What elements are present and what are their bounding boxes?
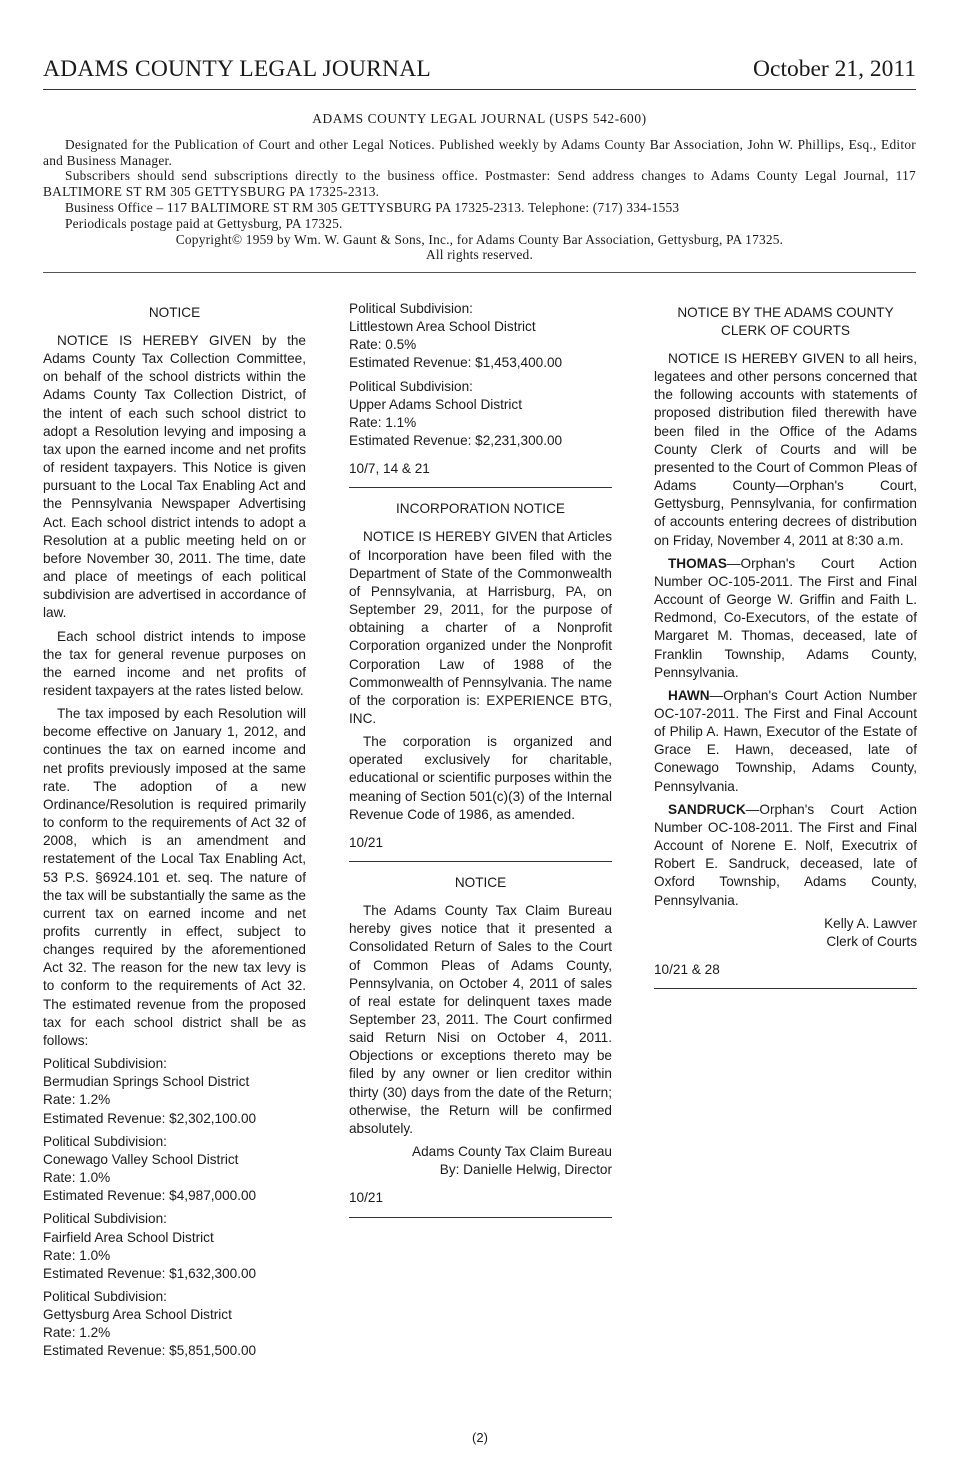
subdivision-rate: Rate: 1.1%	[349, 414, 417, 430]
clerk-notice-dates: 10/21 & 28	[654, 962, 720, 977]
incorporation-paragraph: The corporation is organized and operated exclusively for charitable, educational or scientific purposes within the meaning of Section 501(c)(3) of the Internal Revenue Code of 1986, as amended.	[349, 734, 612, 822]
tax-notice-paragraph: Each school district intends to impose the tax for general revenue purposes on the earned income and net profits of resident taxpayers at the rates listed below.	[43, 628, 306, 698]
estate-entry	[654, 555, 917, 682]
tax-notice-paragraph: The tax imposed by each Resolution will become effective on January 1, 2012, and continues the tax on earned income and net profits previously imposed at the same rate. The adoption of a new Ordinance/Resolution is required primarily to conform to the requirements of Act 32 of 2008, which is an amendment and restatement of the Local Tax Enabling Act, 53 P.S. §6924.101 et. seq. The nature of the tax will be substantially the same as the current tax on earned income and net profits currently in effect, subject to changes required by the aforementioned Act 32. The reason for the new tax levy is to conform to the requirements of Act 32. The estimated revenue from the proposed tax for each school district shall be as follows:	[43, 706, 306, 1048]
masthead	[43, 111, 916, 263]
subdivision-label: Political Subdivision:	[349, 378, 473, 394]
clerk-heading-line1: NOTICE BY THE ADAMS COUNTY	[677, 305, 894, 320]
masthead-rights: All rights reserved.	[425, 247, 533, 263]
tax-claim-signature-bureau: Adams County Tax Claim Bureau	[412, 1144, 612, 1160]
running-header	[43, 52, 916, 88]
tax-notice-heading: NOTICE	[148, 305, 201, 320]
subdivision-entry	[349, 378, 612, 451]
subdivision-revenue: Estimated Revenue: $4,987,000.00	[43, 1188, 257, 1204]
estate-entry	[654, 687, 917, 796]
subdivision-label: Political Subdivision:	[43, 1211, 167, 1227]
page-number: (2)	[472, 1430, 488, 1445]
subdivision-revenue: Estimated Revenue: $5,851,500.00	[43, 1343, 257, 1359]
subdivision-label: Political Subdivision:	[349, 301, 473, 316]
estate-text: —Orphan's Court Action Number OC-107-2011. The First and Final Account of Philip A. Hawn, Executor of the Estate of Grace E. Hawn, deceased, late of Conewago Township, Adams County, Pennsylvania.	[654, 687, 917, 794]
subdivision-label: Political Subdivision:	[43, 1056, 167, 1072]
masthead-subscribers: Subscribers should send subscriptions directly to the business office. Postmaster: Send address changes to Adams County Legal Journal, 117 BALTIMORE ST RM 305 GETTYSBURG PA 17325-2313.	[43, 168, 916, 200]
tax-notice-paragraph: NOTICE IS HEREBY GIVEN by the Adams County Tax Collection Committee, on behalf of the school districts within the Adams County Tax Collection District, of the intent of each such school district to adopt a Resolution levying and imposing a tax upon the earned income and net profits of resident taxpayers. This Notice is given pursuant to the Local Tax Enabling Act and the Pennsylvania Newspaper Advertising Act. Each school district intends to adopt a Resolution at a public meeting held on or before November 30, 2011. The time, date and place of meetings of each political subdivision are advertised in accordance of law.	[43, 333, 306, 621]
incorporation-heading: INCORPORATION NOTICE	[396, 501, 565, 517]
masthead-periodicals: Periodicals postage paid at Gettysburg, PA 17325.	[65, 215, 343, 231]
clerk-signature-name: Kelly A. Lawver	[824, 915, 917, 931]
notice-divider	[654, 988, 917, 989]
masthead-designated: Designated for the Publication of Court and other Legal Notices. Published weekly by Adams County Bar Association, John W. Phillips, Esq., Editor and Business Manager.	[43, 136, 916, 168]
subdivision-revenue: Estimated Revenue: $1,632,300.00	[43, 1265, 257, 1281]
subdivision-name: Upper Adams School District	[349, 396, 523, 412]
masthead-business-office: Business Office – 117 BALTIMORE ST RM 305 GETTYSBURG PA 17325-2313. Telephone: (717) 334-1553	[65, 199, 680, 215]
masthead-copyright: Copyright© 1959 by Wm. W. Gaunt & Sons, Inc., for Adams County Bar Association, Gettysburg, PA 17325.	[175, 231, 784, 247]
estate-name: HAWN	[668, 687, 710, 703]
clerk-notice-heading	[654, 304, 917, 340]
estate-text: —Orphan's Court Action Number OC-108-2011. The First and Final Account of Norene E. Nolf, Executrix of Robert E. Sandruck, deceased, late of Oxford Township, Adams County, Pennsylvania.	[654, 801, 917, 908]
subdivision-name: Bermudian Springs School District	[43, 1074, 250, 1090]
estate-entry	[654, 801, 917, 910]
notice-divider	[349, 487, 612, 488]
subdivision-rate: Rate: 0.5%	[349, 337, 417, 353]
tax-claim-dates: 10/21	[349, 1190, 384, 1206]
subdivision-entry	[349, 300, 612, 373]
tax-claim-signature-director: By: Danielle Helwig, Director	[439, 1162, 612, 1178]
masthead-divider	[43, 272, 916, 273]
tax-notice-dates: 10/7, 14 & 21	[349, 461, 430, 477]
estate-name: SANDRUCK	[668, 801, 746, 817]
subdivision-rate: Rate: 1.2%	[43, 1092, 111, 1108]
subdivision-entry	[43, 1133, 306, 1206]
estate-text: —Orphan's Court Action Number OC-105-2011. The First and Final Account of George W. Griffin and Faith L. Redmond, Co-Executors, of the estate of Margaret M. Thomas, deceased, late of Franklin Township, Adams County, Pennsylvania.	[654, 555, 917, 680]
header-divider	[43, 89, 916, 90]
incorporation-dates: 10/21	[349, 834, 384, 850]
estate-name: THOMAS	[668, 555, 727, 571]
subdivision-revenue: Estimated Revenue: $1,453,400.00	[349, 355, 563, 371]
notice-divider	[349, 861, 612, 862]
subdivision-entry	[43, 1210, 306, 1283]
subdivision-label: Political Subdivision:	[43, 1288, 167, 1304]
subdivision-entry	[43, 1055, 306, 1128]
clerk-signature-title: Clerk of Courts	[826, 933, 917, 949]
masthead-title: ADAMS COUNTY LEGAL JOURNAL (USPS 542-600)	[312, 111, 647, 126]
subdivision-rate: Rate: 1.2%	[43, 1325, 111, 1341]
issue-date: October 21, 2011	[753, 56, 916, 82]
subdivision-revenue: Estimated Revenue: $2,231,300.00	[349, 433, 563, 449]
subdivision-name: Littlestown Area School District	[349, 319, 536, 335]
subdivision-rate: Rate: 1.0%	[43, 1170, 111, 1186]
subdivision-name: Gettysburg Area School District	[43, 1307, 232, 1323]
subdivision-rate: Rate: 1.0%	[43, 1247, 111, 1263]
clerk-heading-line2: CLERK OF COURTS	[721, 323, 850, 338]
column-right	[654, 300, 917, 1001]
subdivision-name: Fairfield Area School District	[43, 1229, 214, 1245]
subdivision-entry	[43, 1288, 306, 1361]
notice-divider	[349, 1217, 612, 1218]
column-left	[43, 300, 306, 1366]
journal-name: ADAMS COUNTY LEGAL JOURNAL	[43, 56, 431, 82]
subdivision-name: Conewago Valley School District	[43, 1151, 239, 1167]
subdivision-revenue: Estimated Revenue: $2,302,100.00	[43, 1110, 257, 1126]
clerk-notice-intro: NOTICE IS HEREBY GIVEN to all heirs, legatees and other persons concerned that the following accounts with statements of proposed distribution filed therewith have been filed in the Office of the Adams County Clerk of Courts and will be presented to the Court of Common Pleas of Adams County—Orphan's Court, Gettysburg, Pennsylvania, for confirmation of accounts entering decrees of distribution on Friday, November 4, 2011 at 8:30 a.m.	[654, 351, 917, 548]
incorporation-paragraph: NOTICE IS HEREBY GIVEN that Articles of Incorporation have been filed with the Department of State of the Commonwealth of Pennsylvania, at Harrisburg, PA, on September 29, 2011, for the purpose of obtaining a charter of a Nonprofit Corporation organized under the Nonprofit Corporation Law of 1988 of the Commonwealth of Pennsylvania. The name of the corporation is: EXPERIENCE BTG, INC.	[349, 529, 612, 726]
tax-claim-heading: NOTICE	[454, 875, 507, 891]
column-middle	[349, 300, 612, 1230]
tax-claim-paragraph: The Adams County Tax Claim Bureau hereby gives notice that it presented a Consolidated Return of Sales to the Court of Common Pleas of Adams County, Pennsylvania, on October 4, 2011 of sales of real estate for delinquent taxes made September 23, 2011. The Court confirmed said Return Nisi on October 4, 2011. Objections or exceptions thereto may be filed by any owner or lien creditor within thirty (30) days from the date of the Return; otherwise, the Return will be confirmed absolutely.	[349, 903, 612, 1136]
subdivision-label: Political Subdivision:	[43, 1133, 167, 1149]
